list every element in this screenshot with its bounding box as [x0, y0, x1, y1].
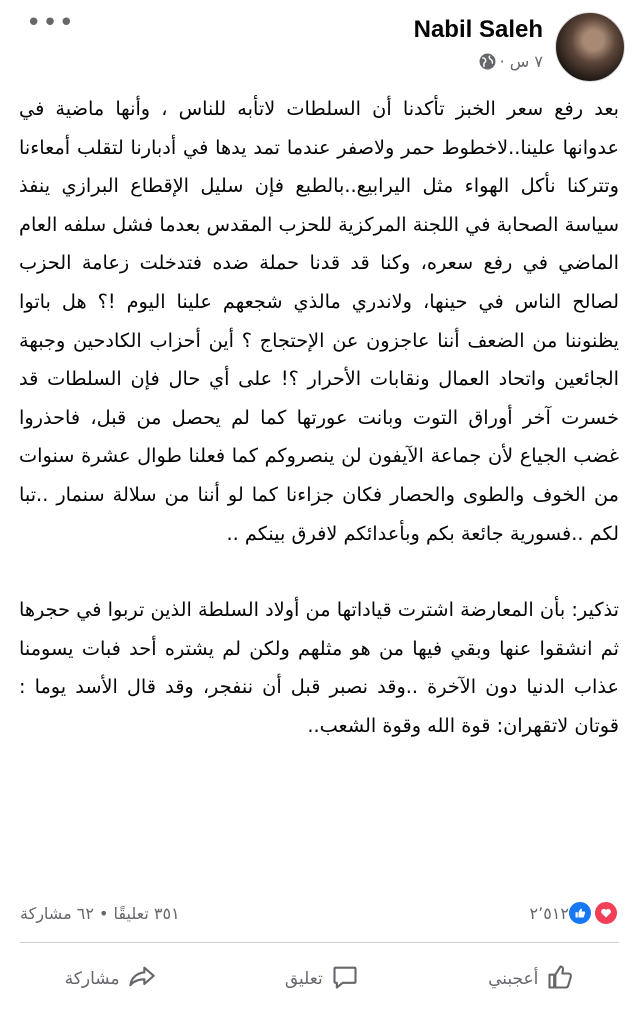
- action-bar: [0, 955, 639, 1003]
- reactions-summary[interactable]: [530, 900, 619, 926]
- share-button[interactable]: [65, 963, 156, 996]
- share-label: مشاركة: [64, 969, 120, 989]
- avatar[interactable]: [555, 12, 625, 82]
- comment-button[interactable]: [285, 963, 359, 996]
- comment-icon: [331, 963, 359, 996]
- comments-shares-count[interactable]: ٣٥١ تعليقًا • ٦٢ مشاركة: [20, 903, 180, 923]
- author-name[interactable]: Nabil Saleh: [413, 16, 543, 43]
- post-body: [19, 90, 619, 746]
- more-options-icon[interactable]: •••: [26, 8, 76, 38]
- comment-label: تعليق: [284, 969, 323, 989]
- reactions-count[interactable]: ٢٬٥١٢: [529, 903, 569, 923]
- like-reaction-icon: [567, 900, 593, 926]
- post-header: [414, 12, 625, 82]
- like-icon: [546, 963, 574, 996]
- post-meta: [414, 52, 543, 71]
- globe-icon: [479, 53, 496, 70]
- reaction-icons: [573, 900, 619, 926]
- love-reaction-icon: [593, 900, 619, 926]
- post-time[interactable]: ٧ س ·: [499, 52, 543, 71]
- post-paragraph: تذكير: بأن المعارضة اشترت قياداتها من أولاد السلطة الذين تربوا في حجرها ثم انشقوا عنها وبقي فيها من هو مثلهم ولكن لم يشتره أحد فبات يسومنا عذاب الدنيا دون الآخرة ..وقد نصبر قبل أن ننفجر، وقد قال الأسد يوما : قوتان لاتقهران: قوة الله وقوة الشعب..: [19, 598, 619, 737]
- share-icon: [128, 963, 156, 996]
- like-label: أعجبني: [488, 969, 539, 989]
- like-button[interactable]: [488, 963, 574, 996]
- post-paragraph: بعد رفع سعر الخبز تأكدنا أن السلطات لاتأبه للناس ، وأنها ماضية في عدوانها علينا..لاخطوط حمر ولاصفر عندما تمد يدها في أدبارنا لتقلب أمعاءنا وتتركنا نأكل الهواء مثل اليرابيع..بالطبع فإن سليل الإقطاع البرازي ينفذ سياسة الصحابة في اللجنة المركزية للحزب المقدس بعدما فشل سلفه العام الماضي في رفع سعره، وكنا قد قدنا حملة ضده فتدخلت زعامة الحزب لصالح الناس في حينها، ولاندري مالذي شجعهم علينا اليوم !؟ هل باتوا يظنوننا من الضعف أننا عاجزون عن الإحتجاج ؟ أين أحزاب الكادحين وجبهة الجائعين واتحاد العمال ونقابات الأحرار ؟! على أي حال فإن السلطات قد خسرت آخر أوراق التوت وبانت عورتها كما لم يحصل من قبل، فاحذروا غضب الجياع لأن جماعة الآيفون لن ينصروكم كما فعلنا طوال عشرة سنوات من الخوف والطوى والحصار فكان جزاءنا كما لو أننا من سلالة سنمار ..تبا لكم ..فسورية جائعة بكم وبأعدائكم لافرق بينكم ..: [19, 97, 619, 545]
- post-stats: [20, 896, 619, 930]
- divider: [20, 942, 619, 943]
- author-block: [414, 12, 543, 71]
